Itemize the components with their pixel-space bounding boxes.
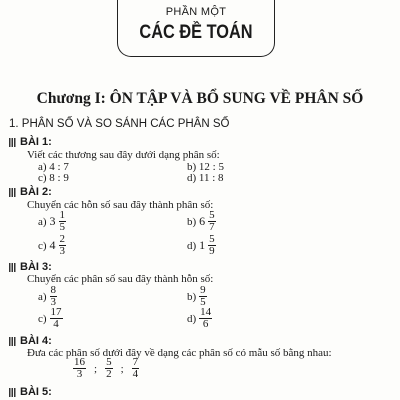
fraction bbox=[208, 210, 216, 233]
exercise-1-instruction: Viết các thương sau đây dưới dạng phân số: bbox=[27, 149, 220, 161]
exercise-5-heading bbox=[9, 386, 52, 398]
exercise-3-item-a bbox=[38, 285, 57, 308]
denominator: 9 bbox=[209, 245, 215, 257]
whole-part: 1 bbox=[199, 238, 206, 252]
item-letter: b) bbox=[187, 290, 197, 303]
exercise-2-item-d bbox=[187, 234, 216, 257]
exercise-2-item-b bbox=[187, 210, 216, 233]
bullet-mark-icon bbox=[9, 188, 16, 197]
fraction bbox=[59, 234, 67, 257]
numerator: 5 bbox=[209, 233, 215, 245]
exercise-3-label: BÀI 3: bbox=[20, 261, 52, 273]
exercise-4-label: BÀI 4: bbox=[20, 335, 52, 347]
fraction bbox=[105, 357, 113, 380]
bullet-mark-icon bbox=[9, 388, 16, 397]
exercise-1-item-b: b) 12 : 5 bbox=[187, 161, 224, 173]
exercise-3-item-d bbox=[187, 307, 212, 330]
numerator: 1 bbox=[59, 209, 66, 221]
denominator: 4 bbox=[132, 368, 139, 380]
exercise-2-item-c bbox=[38, 234, 66, 257]
exercise-4-fractions bbox=[73, 357, 139, 380]
exercise-4-heading bbox=[9, 335, 52, 347]
exercise-3-instruction: Chuyển các phân số sau đây thành hỗn số: bbox=[27, 273, 214, 285]
denominator: 6 bbox=[202, 318, 209, 330]
fraction bbox=[73, 357, 86, 380]
numerator: 8 bbox=[50, 284, 57, 296]
numerator: 17 bbox=[50, 306, 62, 318]
bullet-mark-icon bbox=[9, 337, 16, 346]
denominator: 2 bbox=[106, 368, 112, 380]
fraction bbox=[132, 357, 140, 380]
denominator: 5 bbox=[59, 221, 66, 233]
fraction bbox=[208, 234, 216, 257]
numerator: 7 bbox=[132, 356, 139, 368]
exercise-1-item-d: d) 11 : 8 bbox=[187, 172, 224, 184]
exercise-1-heading bbox=[9, 136, 52, 148]
exercise-2-item-a bbox=[38, 210, 66, 233]
item-letter: c) bbox=[38, 239, 47, 252]
exercise-1-label: BÀI 1: bbox=[20, 136, 52, 148]
part-label: PHẦN MỘT bbox=[165, 6, 227, 18]
exercise-2-instruction: Chuyển các hỗn số sau đây thành phân số: bbox=[27, 199, 214, 211]
numerator: 5 bbox=[209, 209, 215, 221]
numerator: 16 bbox=[74, 356, 85, 368]
item-letter: a) bbox=[38, 290, 47, 303]
denominator: 3 bbox=[59, 245, 66, 257]
part-title: CÁC ĐỀ TOÁN bbox=[139, 22, 253, 43]
fraction bbox=[50, 307, 63, 330]
denominator: 5 bbox=[200, 296, 206, 308]
part-header-box bbox=[117, 0, 275, 57]
fraction bbox=[50, 285, 58, 308]
numerator: 9 bbox=[200, 284, 206, 296]
exercise-2-heading bbox=[9, 186, 52, 198]
separator: ; bbox=[120, 362, 124, 375]
exercise-3-item-c bbox=[38, 307, 63, 330]
numerator: 2 bbox=[59, 233, 66, 245]
denominator: 3 bbox=[76, 368, 83, 380]
whole-part: 6 bbox=[199, 214, 206, 228]
exercise-5-label: BÀI 5: bbox=[20, 386, 52, 398]
fraction bbox=[199, 307, 212, 330]
bullet-mark-icon bbox=[9, 263, 16, 272]
item-letter: a) bbox=[38, 215, 47, 228]
exercise-3-item-b bbox=[187, 285, 207, 308]
item-letter: d) bbox=[187, 239, 197, 252]
chapter-title: Chương I: ÔN TẬP VÀ BỔ SUNG VỀ PHÂN SỐ bbox=[36, 90, 364, 107]
numerator: 14 bbox=[200, 306, 212, 318]
section-title: 1. PHÂN SỐ VÀ SO SÁNH CÁC PHÂN SỐ bbox=[9, 118, 230, 130]
fraction bbox=[199, 285, 207, 308]
item-letter: d) bbox=[187, 312, 197, 325]
exercise-4-instruction: Đưa các phân số dưới đây về dạng các phân số có mẫu số bằng nhau: bbox=[27, 347, 332, 359]
denominator: 3 bbox=[50, 296, 57, 308]
exercise-2-label: BÀI 2: bbox=[20, 186, 52, 198]
separator: ; bbox=[94, 362, 98, 375]
whole-part: 3 bbox=[49, 214, 56, 228]
denominator: 4 bbox=[53, 318, 59, 330]
exercise-1-item-c: c) 8 : 9 bbox=[38, 172, 69, 184]
fraction bbox=[59, 210, 67, 233]
item-letter: c) bbox=[38, 312, 47, 325]
item-letter: b) bbox=[187, 215, 197, 228]
numerator: 5 bbox=[106, 356, 112, 368]
exercise-3-heading bbox=[9, 261, 52, 273]
denominator: 7 bbox=[209, 221, 215, 233]
whole-part: 4 bbox=[49, 238, 56, 252]
bullet-mark-icon bbox=[9, 138, 16, 147]
exercise-1-item-a: a) 4 : 7 bbox=[38, 161, 69, 173]
